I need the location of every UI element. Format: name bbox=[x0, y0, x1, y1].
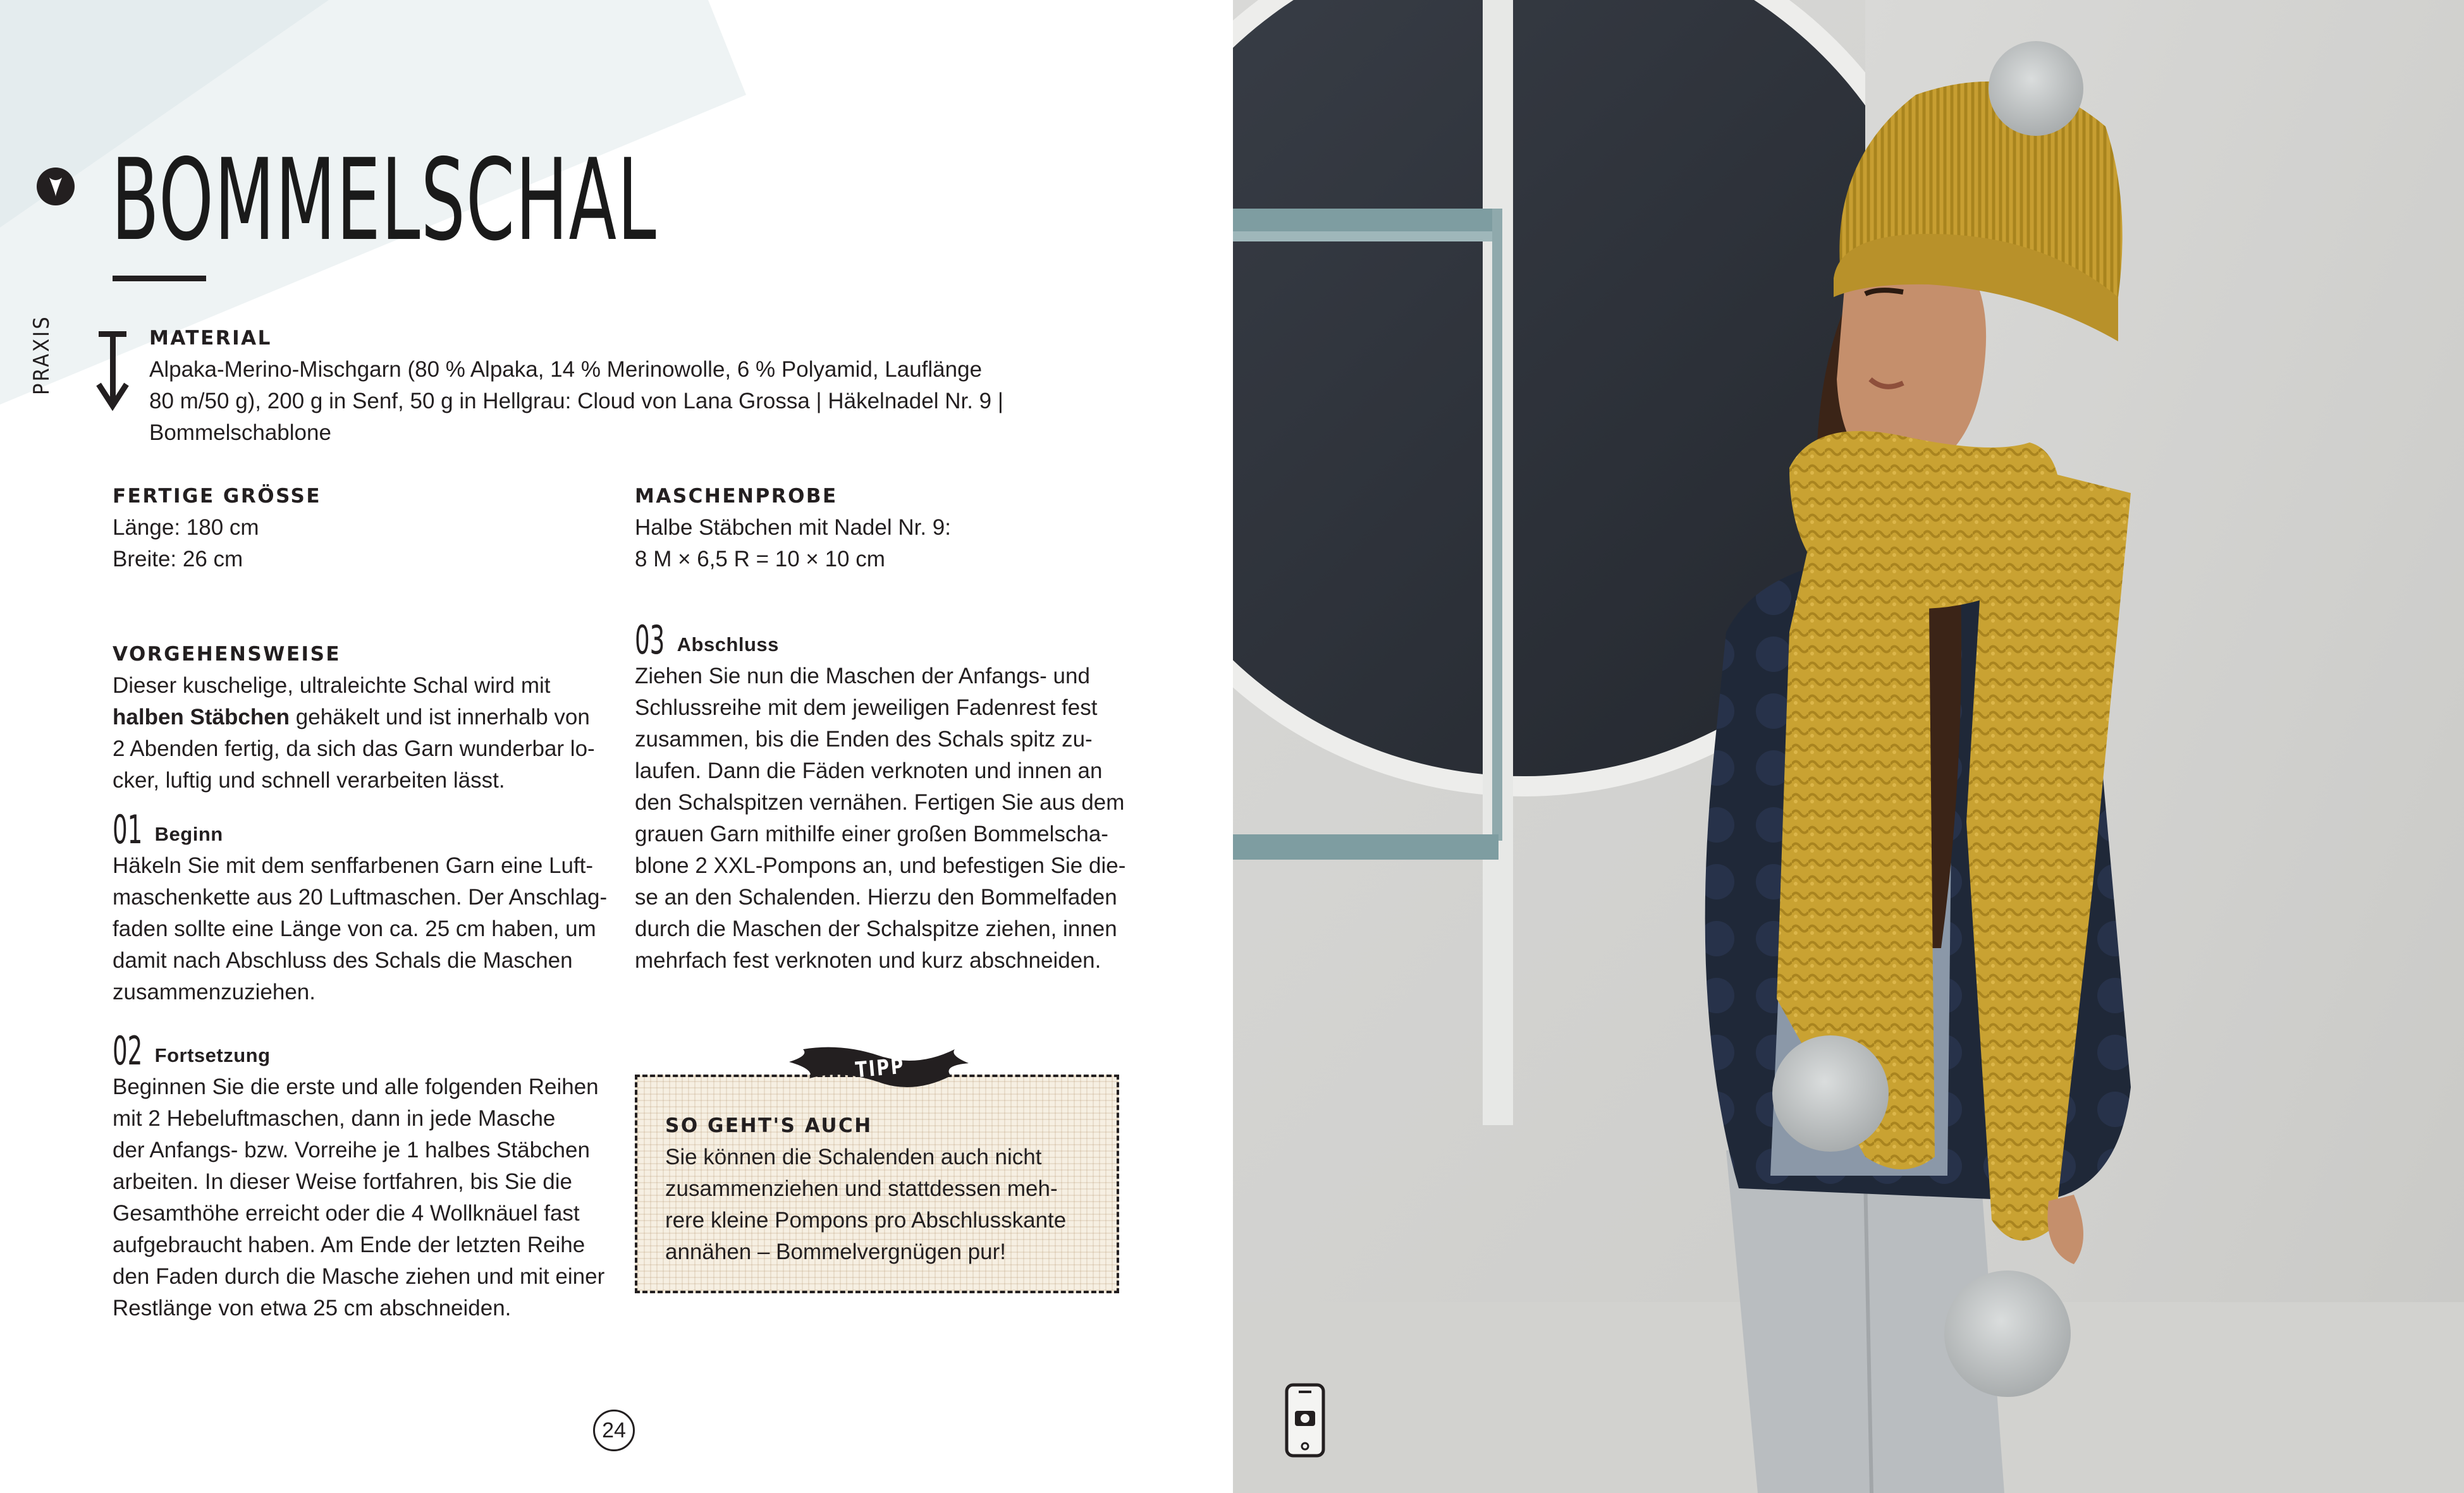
step-line: Schlussreihe mit dem jeweiligen Fadenrest fest bbox=[635, 695, 1098, 720]
step-line: blone 2 XXL-Pompons an, und befestigen Sie die- bbox=[635, 853, 1126, 878]
gauge-heading: MASCHENPROBE bbox=[635, 485, 838, 508]
size-section bbox=[113, 480, 555, 575]
page-title: BOMMELSCHAL bbox=[111, 135, 658, 265]
procedure-section bbox=[113, 638, 618, 796]
tip-line: Sie können die Schalenden auch nicht bbox=[665, 1145, 1042, 1169]
step-abschluss bbox=[635, 617, 1141, 977]
size-line: Breite: 26 cm bbox=[113, 547, 243, 571]
gauge-section bbox=[635, 480, 1115, 575]
step-line: den Faden durch die Masche ziehen und mit einer bbox=[113, 1264, 605, 1289]
size-heading: FERTIGE GRÖSSE bbox=[113, 485, 322, 508]
procedure-line: cker, luftig und schnell verarbeiten lässt. bbox=[113, 768, 505, 793]
step-line: mehrfach fest verknoten und kurz abschneiden. bbox=[635, 948, 1101, 973]
product-photo bbox=[1233, 0, 2464, 1493]
material-section bbox=[149, 322, 1098, 449]
step-number: 01 bbox=[113, 807, 143, 853]
title-underline bbox=[113, 276, 206, 281]
step-number: 03 bbox=[635, 617, 665, 663]
step-line: zusammen, bis die Enden des Schals spitz zu- bbox=[635, 727, 1093, 752]
material-line: Bommelschablone bbox=[149, 420, 331, 445]
scarf-pompom bbox=[1772, 1035, 1889, 1152]
procedure-line bbox=[113, 702, 618, 733]
step-header bbox=[113, 1028, 618, 1074]
tip-ribbon-label: TIPP bbox=[854, 1053, 906, 1083]
step-header bbox=[113, 807, 618, 853]
procedure-bold-term: halben Stäbchen bbox=[113, 705, 290, 729]
material-line: Alpaka-Merino-Mischgarn (80 % Alpaka, 14 % Merinowolle, 6 % Polyamid, Lauflänge bbox=[149, 357, 983, 382]
step-header bbox=[635, 617, 1141, 663]
step-line: laufen. Dann die Fäden verknoten und innen an bbox=[635, 759, 1103, 783]
step-line: mit 2 Hebeluftmaschen, dann in jede Masche bbox=[113, 1106, 556, 1131]
procedure-line: 2 Abenden fertig, da sich das Garn wunderbar lo- bbox=[113, 736, 595, 761]
step-line: durch die Maschen der Schalspitze ziehen, innen bbox=[635, 917, 1117, 941]
page-number: 24 bbox=[593, 1410, 635, 1451]
step-line: arbeiten. In dieser Weise fortfahren, bis Sie die bbox=[113, 1169, 572, 1194]
size-line: Länge: 180 cm bbox=[113, 515, 259, 540]
photo-illustration bbox=[1233, 0, 2464, 1493]
step-title: Abschluss bbox=[677, 633, 779, 655]
step-line: den Schalspitzen vernähen. Fertigen Sie aus dem bbox=[635, 790, 1125, 815]
step-line: zusammenzuziehen. bbox=[113, 980, 316, 1004]
scarf-pompom bbox=[1944, 1271, 2071, 1397]
needle-icon bbox=[37, 168, 75, 205]
step-line: Gesamthöhe erreicht oder die 4 Wollknäuel fast bbox=[113, 1201, 580, 1226]
hat-pompom bbox=[1989, 41, 2083, 136]
step-title: Beginn bbox=[154, 823, 223, 845]
gauge-line: Halbe Stäbchen mit Nadel Nr. 9: bbox=[635, 515, 951, 540]
procedure-heading: VORGEHENSWEISE bbox=[113, 643, 341, 666]
step-beginn bbox=[113, 807, 618, 1008]
step-line: Beginnen Sie die erste und alle folgenden Reihen bbox=[113, 1075, 599, 1099]
procedure-line-rest: gehäkelt und ist innerhalb von bbox=[290, 705, 590, 729]
step-line: grauen Garn mithilfe einer großen Bommelscha- bbox=[635, 822, 1108, 846]
step-line: der Anfangs- bzw. Vorreihe je 1 halbes Stäbchen bbox=[113, 1138, 590, 1162]
step-number: 02 bbox=[113, 1028, 143, 1074]
tip-line: zusammenziehen und stattdessen meh- bbox=[665, 1176, 1058, 1201]
step-line: se an den Schalenden. Hierzu den Bommelfaden bbox=[635, 885, 1117, 910]
procedure-line: Dieser kuschelige, ultraleichte Schal wird mit bbox=[113, 673, 551, 698]
tip-content bbox=[665, 1110, 1108, 1268]
step-line: Häkeln Sie mit dem senffarbenen Garn eine Luft- bbox=[113, 853, 594, 878]
tip-heading: SO GEHT'S AUCH bbox=[665, 1114, 873, 1137]
step-line: Restlänge von etwa 25 cm abschneiden. bbox=[113, 1296, 512, 1320]
step-title: Fortsetzung bbox=[154, 1044, 271, 1066]
material-line: 80 m/50 g), 200 g in Senf, 50 g in Hellgrau: Cloud von Lana Grossa | Häkelnadel Nr. 9 | bbox=[149, 389, 1003, 413]
step-line: damit nach Abschluss des Schals die Maschen bbox=[113, 948, 573, 973]
side-tab-label: PRAXIS bbox=[29, 315, 54, 395]
step-fortsetzung bbox=[113, 1028, 618, 1324]
step-line: faden sollte eine Länge von ca. 25 cm haben, um bbox=[113, 917, 596, 941]
gauge-line: 8 M × 6,5 R = 10 × 10 cm bbox=[635, 547, 885, 571]
step-line: aufgebraucht haben. Am Ende der letzten Reihe bbox=[113, 1233, 585, 1257]
phone-camera-icon bbox=[1285, 1383, 1325, 1458]
step-line: Ziehen Sie nun die Maschen der Anfangs- und bbox=[635, 664, 1090, 688]
down-arrow-icon bbox=[94, 329, 132, 411]
tip-line: rere kleine Pompons pro Abschlusskante bbox=[665, 1208, 1067, 1233]
step-line: maschenkette aus 20 Luftmaschen. Der Anschlag- bbox=[113, 885, 608, 910]
tip-line: annähen – Bommelvergnügen pur! bbox=[665, 1240, 1006, 1264]
material-heading: MATERIAL bbox=[149, 327, 272, 350]
